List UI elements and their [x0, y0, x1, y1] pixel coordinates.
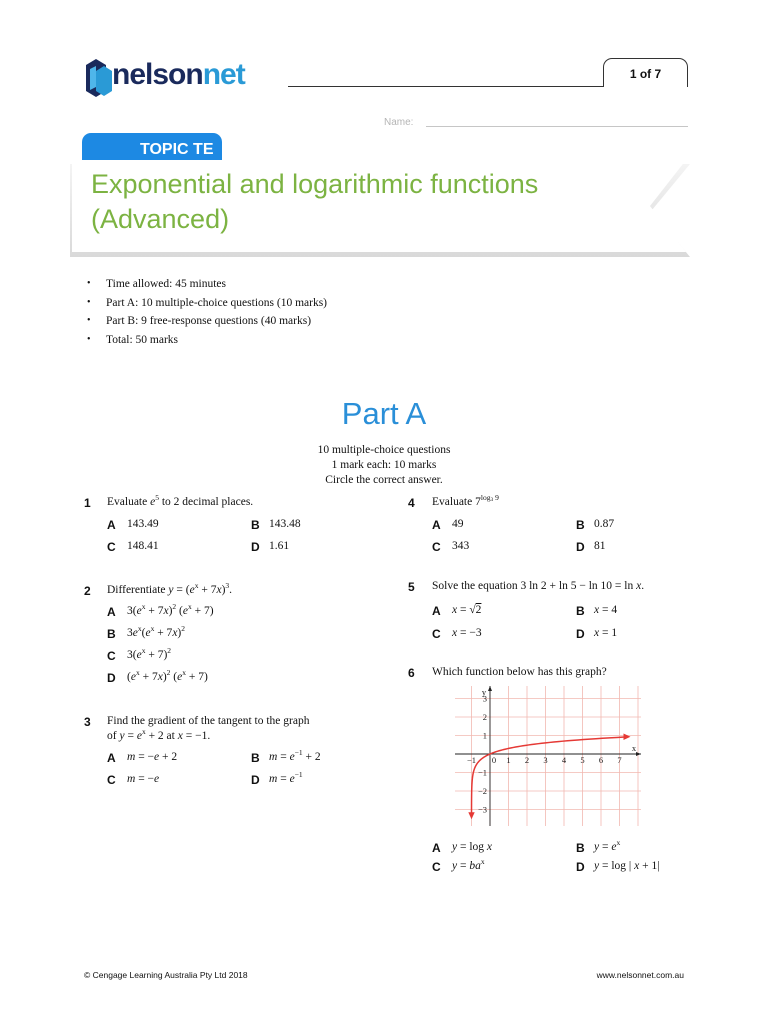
option-letter[interactable]: D	[251, 540, 260, 554]
option-letter[interactable]: A	[432, 841, 441, 855]
topic-test-label: TOPIC TE	[140, 141, 214, 158]
x-tick-label: 7	[617, 755, 622, 765]
y-tick-label: −2	[477, 786, 487, 796]
y-tick-label: −3	[477, 804, 487, 815]
page-title-line1: Exponential and logarithmic functions	[91, 169, 539, 199]
option-letter[interactable]: A	[432, 518, 441, 532]
option-text[interactable]: $y = e^x$	[594, 838, 621, 853]
part-heading: Part A	[341, 396, 427, 431]
x-tick-label: 1	[506, 755, 511, 765]
option-letter[interactable]: B	[251, 751, 260, 765]
question-text: Solve the equation 3 ln 2 + ln 5 − ln 10 = ln x.	[432, 580, 645, 592]
option-letter[interactable]: A	[107, 518, 116, 532]
x-tick-label: 3	[543, 755, 548, 765]
option-text[interactable]: x = −3	[452, 627, 482, 639]
option-letter[interactable]: C	[432, 627, 441, 641]
y-axis-arrow-icon	[488, 686, 492, 691]
curve-arrow-right-icon	[623, 734, 630, 741]
option-letter[interactable]: C	[107, 773, 116, 787]
option-letter[interactable]: A	[107, 605, 116, 619]
instruction-line: Circle the correct answer.	[325, 474, 443, 486]
option-text[interactable]: m = −e + 2	[127, 751, 178, 763]
x-tick-label: 2	[524, 755, 530, 765]
question-text: Differentiate $y = (e^x + 7x)^3$.	[107, 581, 233, 596]
name-label: Name:	[384, 117, 414, 128]
option-letter[interactable]: B	[107, 627, 116, 641]
x-axis-label: x	[631, 743, 637, 753]
question-number: 5	[408, 580, 415, 594]
question-text-line2: of $y = e^x + 2$ at x = −1.	[107, 727, 211, 742]
option-text[interactable]: y = log | x + 1|	[594, 860, 660, 872]
option-text[interactable]: m = −e	[127, 773, 160, 785]
option-letter[interactable]: C	[107, 649, 116, 663]
brand-wordmark: nelsonnet	[112, 58, 245, 91]
option-text[interactable]: x = 1	[594, 627, 618, 639]
footer-website[interactable]: www.nelsonnet.com.au	[596, 970, 684, 980]
function-graph	[455, 686, 645, 826]
option-letter[interactable]: D	[576, 627, 585, 641]
info-item: • Total: 50 marks	[84, 332, 327, 351]
option-letter[interactable]: A	[432, 604, 441, 618]
option-letter[interactable]: D	[251, 773, 260, 787]
option-letter[interactable]: C	[432, 860, 441, 874]
page-title-line2: (Advanced)	[91, 204, 230, 234]
y-axis-label: y	[481, 687, 487, 697]
question-text: Evaluate $7^{log3 9}$	[432, 493, 499, 508]
x-tick-label: 5	[580, 755, 585, 765]
option-letter[interactable]: C	[107, 540, 116, 554]
option-text[interactable]: x = √2	[452, 604, 482, 616]
question-number: 3	[84, 715, 91, 729]
option-letter[interactable]: B	[251, 518, 260, 532]
x-tick-label: −1	[466, 755, 477, 765]
curve-arrow-down-icon	[468, 812, 474, 819]
x-tick-label: 0	[491, 755, 497, 765]
info-item: • Part A: 10 multiple-choice questions (10 marks)	[84, 295, 327, 314]
option-text[interactable]: 81	[594, 540, 606, 552]
option-text[interactable]: $m = e^{-1}$	[269, 770, 303, 785]
instruction-line: 1 mark each: 10 marks	[331, 459, 437, 471]
name-field-line[interactable]	[426, 126, 688, 127]
option-text[interactable]: 148.41	[127, 540, 159, 552]
option-text[interactable]: 343	[452, 540, 470, 552]
option-text[interactable]: 49	[452, 518, 464, 530]
option-text[interactable]: $3(e^x + 7x)^2$ $(e^x + 7)$	[127, 602, 214, 617]
question-number: 6	[408, 666, 415, 680]
test-info-list	[84, 276, 327, 351]
option-letter[interactable]: B	[576, 604, 585, 618]
y-tick-label: −1	[477, 767, 487, 778]
x-axis-arrow-icon	[636, 752, 641, 756]
option-letter[interactable]: D	[107, 671, 116, 685]
option-text[interactable]: $(e^x + 7x)^2$ $(e^x + 7)$	[127, 668, 208, 683]
option-text[interactable]: $m = e^{-1} + 2$	[269, 748, 321, 763]
question-text-line1: Find the gradient of the tangent to the graph	[107, 715, 310, 727]
log-curve	[472, 737, 625, 813]
option-letter[interactable]: B	[576, 841, 585, 855]
option-text[interactable]: $3(e^x + 7)^2$	[127, 646, 172, 661]
x-tick-label: 6	[598, 755, 604, 765]
y-tick-label: 1	[482, 730, 487, 741]
question-number: 1	[84, 496, 91, 510]
question-number: 4	[408, 496, 415, 510]
option-text[interactable]: 0.87	[594, 518, 615, 530]
x-tick-label: 4	[561, 755, 567, 765]
y-tick-label: 2	[482, 712, 487, 722]
footer-copyright: © Cengage Learning Australia Pty Ltd 2018	[84, 970, 248, 980]
page-indicator: 1 of 7	[603, 58, 688, 87]
option-text[interactable]: x = 4	[594, 604, 618, 616]
y-tick-label: 3	[482, 693, 487, 704]
option-text[interactable]: 1.61	[269, 540, 290, 552]
question-text: Which function below has this graph?	[432, 666, 607, 678]
option-letter[interactable]: B	[576, 518, 585, 532]
option-text[interactable]: $y = ba^x$	[452, 857, 485, 872]
info-item: • Part B: 9 free-response questions (40 marks)	[84, 313, 327, 332]
instruction-line: 10 multiple-choice questions	[317, 444, 451, 456]
question-number: 2	[84, 584, 91, 598]
option-text[interactable]: $3e^x(e^x + 7x)^2$	[127, 624, 186, 639]
option-text[interactable]: 143.49	[127, 518, 159, 530]
info-item: • Time allowed: 45 minutes	[84, 276, 327, 295]
option-letter[interactable]: D	[576, 540, 585, 554]
question-text: Evaluate $e^5$ to 2 decimal places.	[107, 493, 254, 508]
option-letter[interactable]: C	[432, 540, 441, 554]
option-text[interactable]: y = log x	[452, 841, 493, 853]
option-text[interactable]: 143.48	[269, 518, 301, 530]
option-letter[interactable]: D	[576, 860, 585, 874]
option-letter[interactable]: A	[107, 751, 116, 765]
